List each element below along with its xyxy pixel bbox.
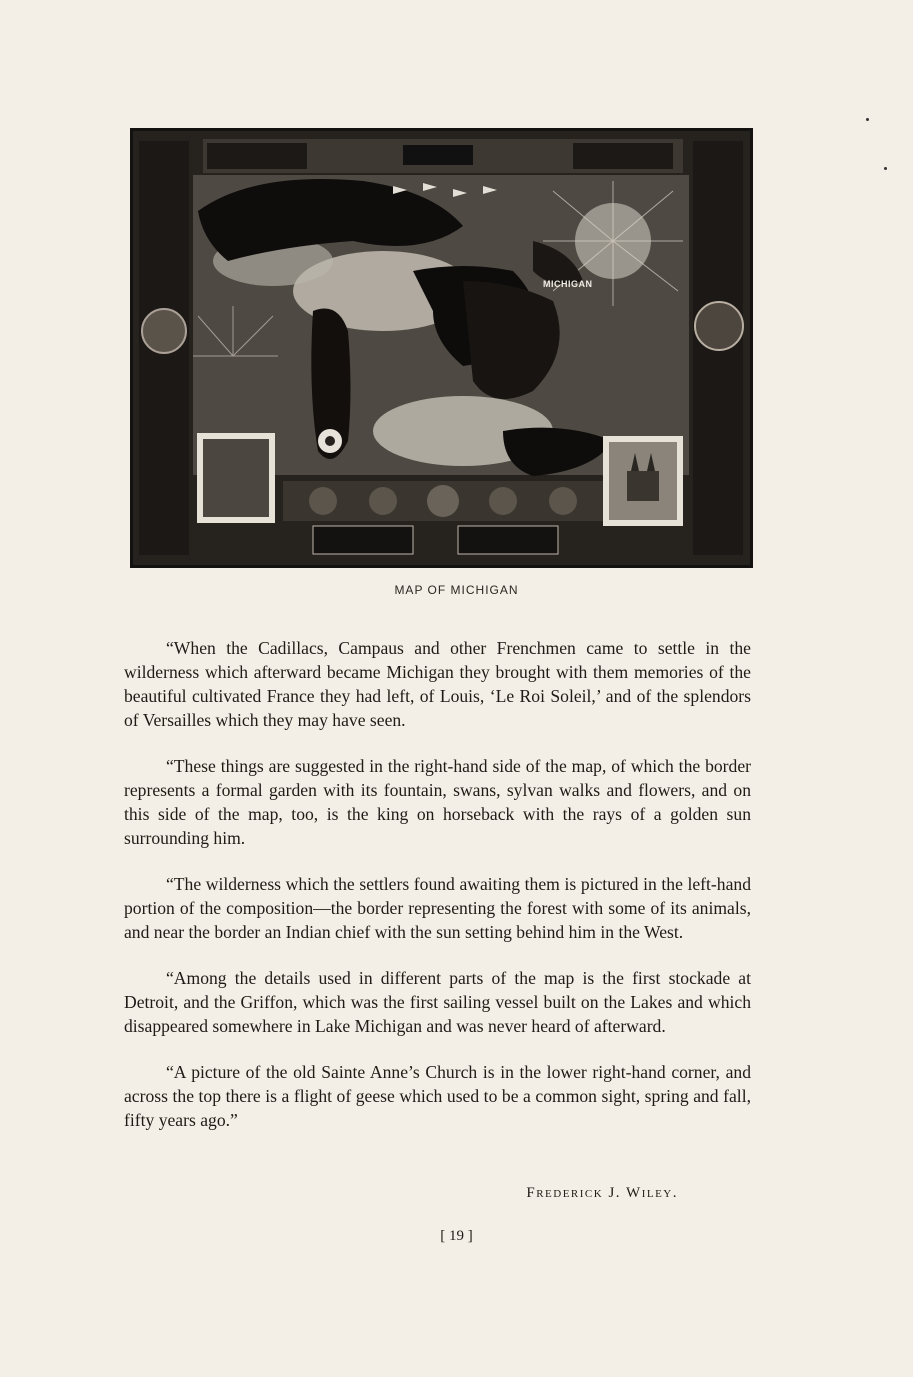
paper-speck (884, 167, 887, 170)
paragraph: “Among the details used in different parts of the map is the first stockade at Detroit, and the Griffon, which was the first sailing vessel built on the Lakes and which disappeared somewhere in Lake Michigan and was never heard of afterward. (124, 968, 751, 1036)
map-illustration-icon (133, 131, 750, 565)
map-plate (130, 128, 753, 568)
paragraph: “When the Cadillacs, Campaus and other Frenchmen came to settle in the wilderness which afterward became Michigan they brought with them memories of the beautiful cultivated France they had left, of Louis, ‘Le Roi Soleil,’ and of the splendors of Versailles which they may have seen. (124, 638, 751, 730)
paragraph: “A picture of the old Sainte Anne’s Church is in the lower right-hand corner, and across the top there is a flight of geese which used to be a common sight, spring and fall, fifty years ago.” (124, 1062, 751, 1130)
body-text (124, 636, 751, 1154)
paragraph: “The wilderness which the settlers found awaiting them is pictured in the left-hand portion of the composition—the border representing the forest with some of its animals, and near the border an Indian chief with the sun setting behind him in the West. (124, 874, 751, 942)
paper-speck (866, 118, 869, 121)
paragraph: “These things are suggested in the right-hand side of the map, of which the border represents a formal garden with its fountain, swans, sylvan walks and flowers, and on this side of the map, too, is the king on horseback with the rays of a golden sun surrounding him. (124, 756, 751, 848)
figure-caption: MAP OF MICHIGAN (394, 583, 519, 597)
page-number: [ 19 ] (440, 1228, 473, 1244)
plate-title-label: MICHIGAN (543, 279, 593, 289)
author-signature: Frederick J. Wiley. (526, 1185, 678, 1201)
